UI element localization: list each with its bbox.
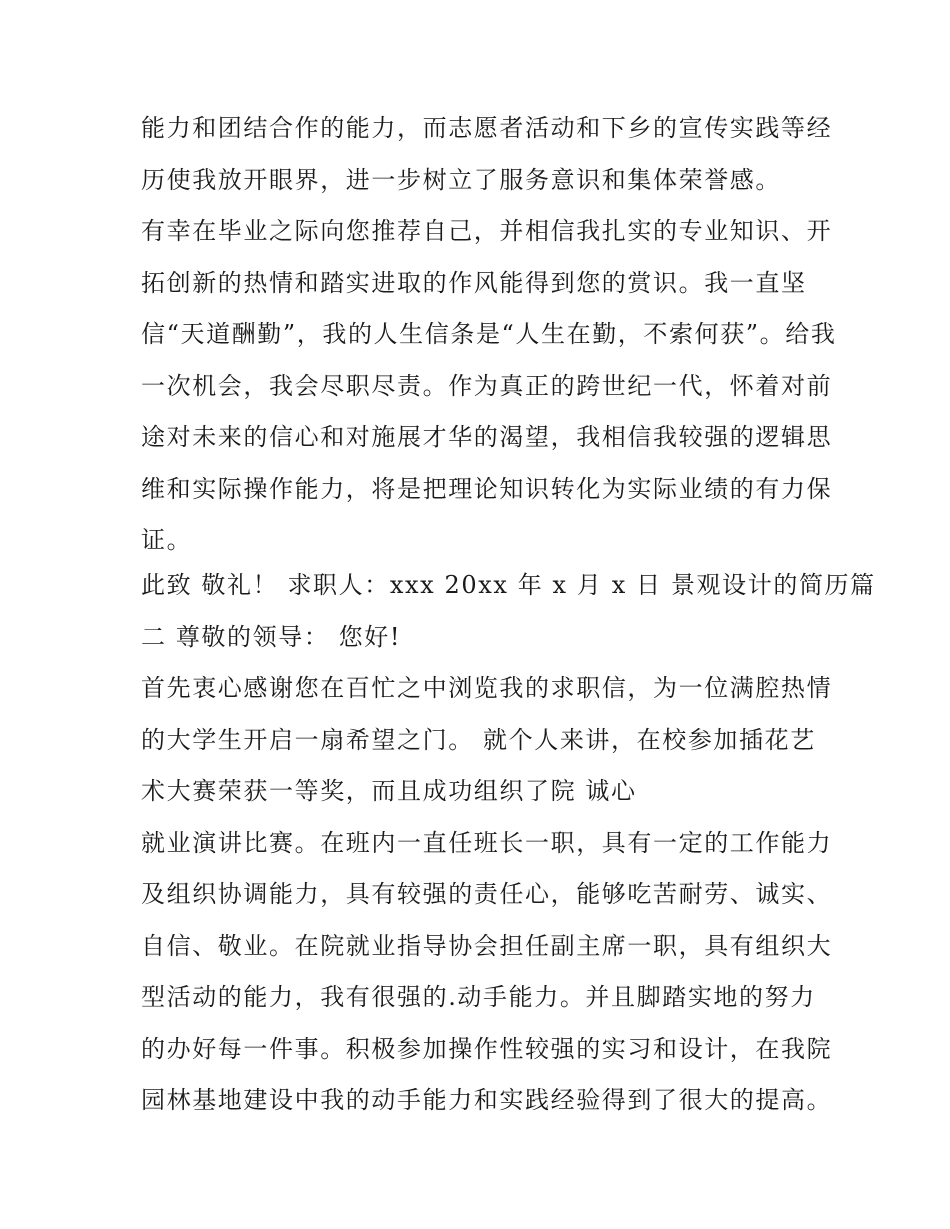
text-line: 自信、敬业。在院就业指导协会担任副主席一职，具有组织大 — [141, 932, 833, 960]
text-line: 就业演讲比赛。在班内一直任班长一职，具有一定的工作能力 — [141, 829, 833, 857]
text-line: 型活动的能力，我有很强的.动手能力。并且脚踏实地的努力 — [141, 983, 816, 1011]
text-line: 证。 — [141, 526, 193, 554]
text-line: 术大赛荣获一等奖，而且成功组织了院 诚心 — [141, 777, 637, 805]
text-line: 维和实际操作能力，将是把理论知识转化为实际业绩的有力保 — [141, 475, 833, 503]
text-line: 拓创新的热情和踏实进取的作风能得到您的赏识。我一直坚 — [141, 269, 807, 297]
text-line: 及组织协调能力，具有较强的责任心，能够吃苦耐劳、诚实、 — [141, 880, 833, 908]
text-line: 首先衷心感谢您在百忙之中浏览我的求职信，为一位满腔热情 — [141, 674, 833, 702]
text-line: 一次机会，我会尽职尽责。作为真正的跨世纪一代，怀着对前 — [141, 372, 833, 400]
text-line: 的大学生开启一扇希望之门。 就个人来讲，在校参加插花艺 — [141, 726, 816, 754]
text-line: 园林基地建设中我的动手能力和实践经验得到了很大的提高。 — [141, 1086, 833, 1114]
text-line: 能力和团结合作的能力，而志愿者活动和下乡的宣传实践等经 — [141, 114, 833, 142]
text-line: 途对未来的信心和对施展才华的渴望，我相信我较强的逻辑思 — [141, 423, 833, 451]
text-line: 历使我放开眼界，进一步树立了服务意识和集体荣誉感。 — [141, 166, 781, 194]
text-line: 信“天道酬勤”，我的人生信条是“人生在勤，不索何获”。给我 — [141, 320, 837, 348]
text-line: 有幸在毕业之际向您推荐自己，并相信我扎实的专业知识、开 — [141, 217, 833, 245]
text-line: 此致 敬礼！ 求职人：xxx 20xx 年 x 月 x 日 景观设计的简历篇 — [141, 571, 876, 599]
text-line: 二 尊敬的领导： 您好! — [141, 623, 402, 651]
text-line: 的办好每一件事。积极参加操作性较强的实习和设计，在我院 — [141, 1035, 833, 1063]
